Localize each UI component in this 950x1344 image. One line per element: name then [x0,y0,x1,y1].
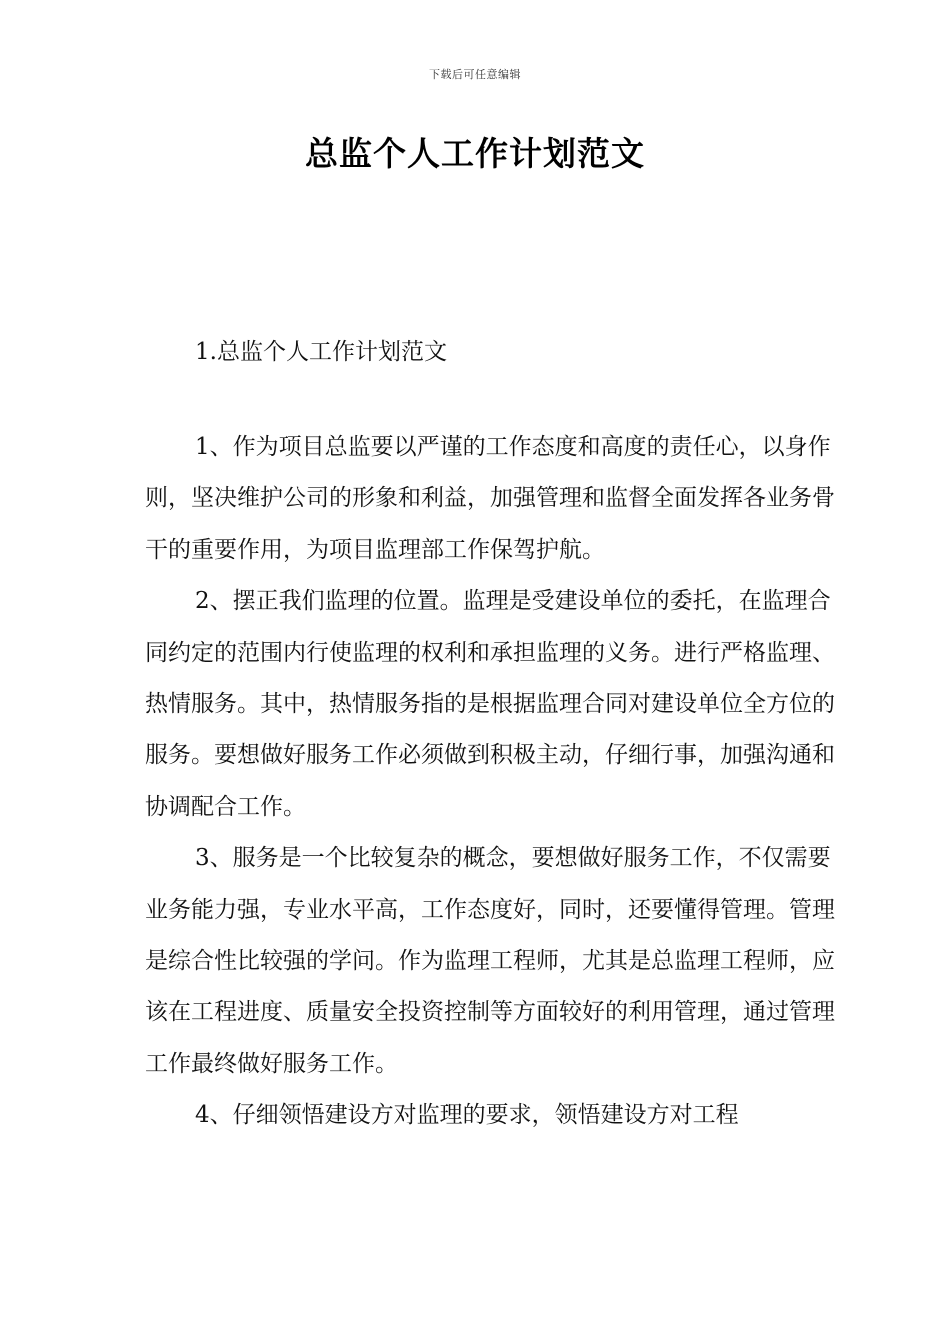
paragraph-4: 4、仔细领悟建设方对监理的要求，领悟建设方对工程 [195,1102,739,1129]
section-heading: 1.总监个人工作计划范文 [195,339,447,365]
header-note: 下载后可任意编辑 [429,68,521,81]
document-title: 总监个人工作计划范文 [305,134,645,173]
paragraph-1: 1、作为项目总监要以严谨的工作态度和高度的责任心，以身作则，坚决维护公司的形象和利益，加强管理和监督全面发挥各业务骨干的重要作用，为项目监理部工作保驾护航。 [145,434,835,563]
paragraph-3: 3、服务是一个比较复杂的概念，要想做好服务工作，不仅需要业务能力强，专业水平高，工作态度好，同时，还要懂得管理。管理是综合性比较强的学问。作为监理工程师，尤其是总监理工程师，应该在工程进度、质量安全投资控制等方面较好的利用管理，通过管理工作最终做好服务工作。 [145,845,835,1077]
document-body [145,422,835,1142]
paragraph-2: 2、摆正我们监理的位置。监理是受建设单位的委托，在监理合同约定的范围内行使监理的权利和承担监理的义务。进行严格监理、热情服务。其中，热情服务指的是根据监理合同对建设单位全方位的服务。要想做好服务工作必须做到积极主动，仔细行事，加强沟通和协调配合工作。 [145,588,835,820]
